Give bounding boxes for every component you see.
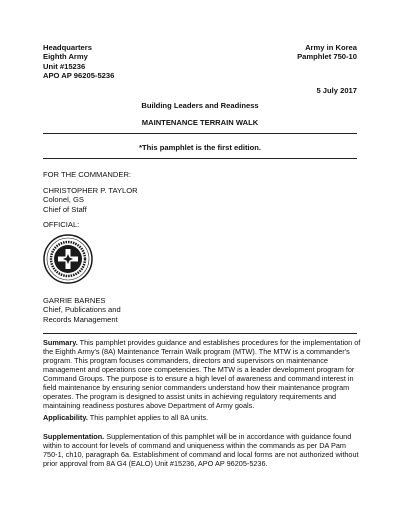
divider (43, 158, 357, 159)
header-line: Eighth Army (43, 52, 88, 62)
divider (43, 333, 357, 334)
signer-name: CHRISTOPHER P. TAYLOR (43, 186, 138, 195)
publication-date: 5 July 2017 (316, 86, 357, 95)
document-subtitle: MAINTENANCE TERRAIN WALK (141, 118, 259, 127)
applicability-paragraph (43, 413, 361, 422)
applicability-label: Applicability. (43, 413, 88, 422)
official-label: OFFICIAL: (43, 220, 80, 229)
applicability-text: This pamphlet applies to all 8A units. (87, 413, 209, 422)
eighth-army-seal-icon (43, 234, 93, 284)
signer-title: Chief of Staff (43, 204, 87, 214)
header-line: Pamphlet 750-10 (297, 52, 357, 62)
header-right-block (297, 43, 357, 62)
summary-text: This pamphlet provides guidance and establishes procedures for the implementation of the Eighth Army's (8A) Maintenance Terrain Walk program (MTW). The MTW is a commander's program. This program focuses commanders, directors and supervisors on maintenance management and operations core competencies. The MTW is a leader development program for Command Groups. The purpose is to ensure a high level of awareness and command interest in field maintenance by ensuring senior commanders understand how their maintenance program operates. The program is designed to assist units in achieving regulatory requirements and maintaining readiness postures above Department of Army goals. (43, 338, 361, 410)
header-left-block (43, 43, 114, 81)
summary-paragraph (43, 338, 361, 410)
for-commander-label: FOR THE COMMANDER: (43, 170, 132, 179)
official-signer-block (43, 296, 121, 324)
signer-rank: Colonel, GS (43, 195, 84, 205)
summary-label: Summary. (43, 338, 78, 347)
official-signer-title: Records Management (43, 314, 118, 324)
document-title: Building Leaders and Readiness (141, 101, 259, 110)
supplementation-text: Supplementation of this pamphlet will be in accordance with guidance found within to account for levels of command and uniqueness within the commands as per DA Pam 750-1, ch10, paragraph 6a. Establishment of command and local forms are not authorized without prior approval from 8A G4 (EALO) Unit #15236, APO AP 96205-5236. (43, 432, 359, 468)
supplementation-label: Supplementation. (43, 432, 105, 441)
official-signer-title: Chief, Publications and (43, 305, 121, 315)
header-line: Headquarters (43, 43, 92, 52)
supplementation-paragraph (43, 432, 361, 468)
header-line: APO AP 96205-5236 (43, 71, 115, 81)
header-line: Army in Korea (305, 43, 357, 52)
edition-note: *This pamphlet is the first edition. (139, 143, 261, 152)
official-signer-name: GARRIE BARNES (43, 296, 106, 305)
signer-block (43, 186, 138, 214)
divider (43, 133, 357, 134)
header-line: Unit #15236 (43, 61, 86, 71)
